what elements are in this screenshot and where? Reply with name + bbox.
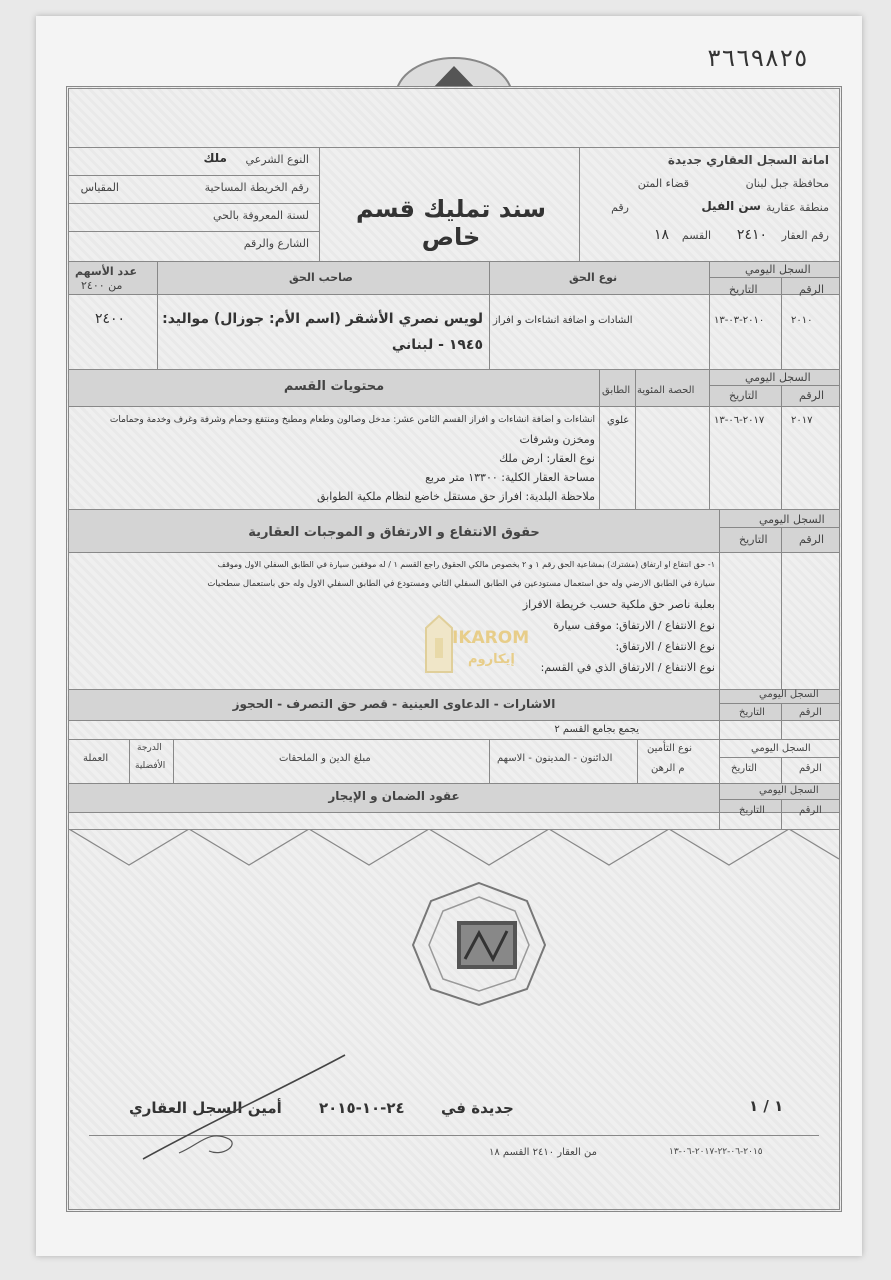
guarantees-title: عقود الضمان و الإيجار — [328, 789, 460, 803]
section-label: القسم — [681, 229, 711, 242]
easements-number-label: الرقم — [799, 533, 825, 546]
property-number-value: ٢٤١٠ — [736, 227, 767, 243]
mortgage-daily-register: السجل اليومي — [751, 743, 811, 754]
content-floor-value: علوي — [607, 415, 630, 426]
guarantees-number-label: الرقم — [799, 805, 822, 816]
mortgage-date-label: التاريخ — [731, 763, 757, 774]
property-number-label: رقم العقار — [781, 229, 829, 242]
easement-line: سيارة في الطابق الارضي وله حق استعمال مستودعين في الطابق السفلي الثاني ومستودع في الطابق السفلي الاول وله حق باستعمال سطحيات — [207, 579, 715, 589]
document-page — [36, 16, 862, 1256]
content-line: انشاءات و اضافة انشاءات و افراز القسم الثامن عشر: مدخل وصالون وطعام ومطبخ ومنتفع وحمام وشرفة وغرف وخدمة وحمامات — [109, 415, 595, 425]
content-date-value: ٢٠١٧-٠٦-١٣ — [714, 415, 765, 426]
zone-value: سن الفيل — [701, 199, 761, 213]
issue-date: ٢٤-١٠-٢٠١٥ — [319, 1099, 405, 1117]
owner-line2: ١٩٤٥ - لبناني — [391, 337, 483, 353]
daily-register-label: السجل اليومي — [745, 263, 811, 276]
notes-date-label: التاريخ — [739, 707, 765, 718]
mortgage-degree: الدرجة — [137, 743, 162, 753]
watermark-house-icon — [424, 614, 454, 674]
easement-line: نوع الانتفاع / الارتفاق: — [615, 640, 715, 653]
serial-number: ٣٦٦٩٨٢٥ — [706, 44, 808, 72]
footer-ref-right: من العقار ٢٤١٠ القسم ١٨ — [489, 1147, 597, 1158]
mortgage-creditors: الدائنون - المدينون - الاسهم — [497, 753, 613, 764]
ownership-type-value: ملك — [203, 151, 227, 165]
notes-line1: يجمع بجامع القسم ٢ — [554, 724, 639, 735]
content-title: محتويات القسم — [283, 379, 385, 394]
content-line: مساحة العقار الكلية: ١٣٣٠٠ متر مربع — [425, 471, 595, 484]
mortgage-number-label: الرقم — [799, 763, 822, 774]
mortgage-currency: العملة — [83, 753, 109, 764]
guarantees-date-label: التاريخ — [739, 805, 765, 816]
easements-date-label: التاريخ — [739, 533, 768, 546]
survey-label: رقم الخريطة المساحية — [204, 181, 309, 194]
watermark-arabic: إيكاروم — [468, 652, 515, 667]
governorate: محافظة جبل لبنان — [745, 177, 829, 190]
easement-line: ١- حق انتفاع او ارتفاق (مشترك) بمشاعية الحق رقم ١ و ٢ بخصوص مالكي الحقوق راجع القسم ١ / له موقفين سيارة في الطابق السفلي الاول وموقف — [217, 560, 715, 569]
rights-date-value: ٢٠١٠-٠٣-١٣ — [714, 315, 765, 326]
content-line: ملاحظة البلدية: افراز حق مستقل خاضع لنظام ملكية الطوابق — [316, 490, 595, 503]
owner-line1: لويس نصري الأشقر (اسم الأم: جوزال) مواليد: — [162, 311, 483, 327]
date-label: التاريخ — [729, 283, 758, 296]
notes-number-label: الرقم — [799, 707, 822, 718]
registry-line: امانة السجل العقاري جديدة — [667, 153, 829, 167]
footer-ref-left: ٢٠١٥-٠٦-٢٢-٢٠١٧-٠٦-١٣ — [669, 1147, 763, 1157]
notes-daily-register: السجل اليومي — [759, 689, 819, 700]
shares-value: ٢٤٠٠ — [95, 311, 126, 327]
signature-icon — [139, 1049, 349, 1169]
easement-line: نوع الانتفاع / الارتفاق: موقف سيارة — [553, 619, 715, 632]
content-line: نوع العقار: ارض ملك — [499, 452, 595, 465]
mortgage-order: الأفضلية — [135, 761, 166, 771]
number-label: رقم — [611, 201, 629, 214]
easement-line: بعلبة ناصر حق ملكية حسب خريطة الافراز — [522, 598, 715, 611]
number-label: الرقم — [799, 283, 825, 296]
mortgage-type-value: م الرهن — [651, 763, 685, 774]
document-title: سند تمليك قسم خاص — [356, 195, 546, 251]
year-label: لسنة المعروفة بالحي — [212, 209, 309, 222]
easements-title: حقوق الانتفاع و الارتفاق و الموجبات العقارية — [248, 525, 540, 540]
street-label: الشارع والرقم — [243, 237, 309, 250]
rights-number-value: ٢٠١٠ — [791, 315, 813, 326]
zone-label: منطقة عقارية — [766, 201, 829, 214]
registrar-title: أمين السجل العقاري — [129, 1099, 282, 1117]
content-daily-register: السجل اليومي — [745, 371, 811, 384]
content-number-label: الرقم — [799, 389, 825, 402]
content-floor-label: الطابق — [602, 385, 631, 396]
right-type-value: الشادات و اضافة انشاءات و افراز — [493, 315, 633, 326]
easements-daily-register: السجل اليومي — [759, 513, 825, 526]
mortgage-amount: مبلغ الدين و الملحقات — [279, 753, 371, 764]
page-indicator: ١ / ١ — [749, 1097, 784, 1115]
right-type-label: نوع الحق — [569, 271, 618, 284]
shares-total-label: من ٢٤٠٠ — [81, 279, 123, 292]
ownership-type-label: النوع الشرعي — [245, 153, 309, 166]
cancellation-zigzag — [69, 829, 839, 869]
district: قضاء المتن — [637, 177, 689, 190]
content-date-label: التاريخ — [729, 389, 758, 402]
content-line: ومخزن وشرفات — [519, 433, 595, 446]
official-stamp-icon — [409, 879, 549, 1009]
notes-title: الاشارات - الدعاوى العينية - قصر حق التصرف - الحجوز — [232, 697, 556, 711]
content-area-label: الحصة المئوية — [637, 385, 695, 396]
place-label: جديدة في — [441, 1099, 514, 1117]
easement-line: نوع الانتفاع / الارتفاق الذي في القسم: — [540, 661, 715, 674]
content-number-value: ٢٠١٧ — [791, 415, 813, 426]
shares-count-label: عدد الأسهم — [75, 265, 138, 278]
scale-label: المقياس — [80, 181, 119, 194]
mortgage-type: نوع التأمين — [647, 743, 692, 754]
watermark — [424, 614, 534, 684]
owner-label: صاحب الحق — [289, 271, 353, 284]
guarantees-daily-register: السجل اليومي — [759, 785, 819, 796]
watermark-latin: IKAROM — [452, 628, 530, 648]
section-value: ١٨ — [653, 227, 669, 243]
